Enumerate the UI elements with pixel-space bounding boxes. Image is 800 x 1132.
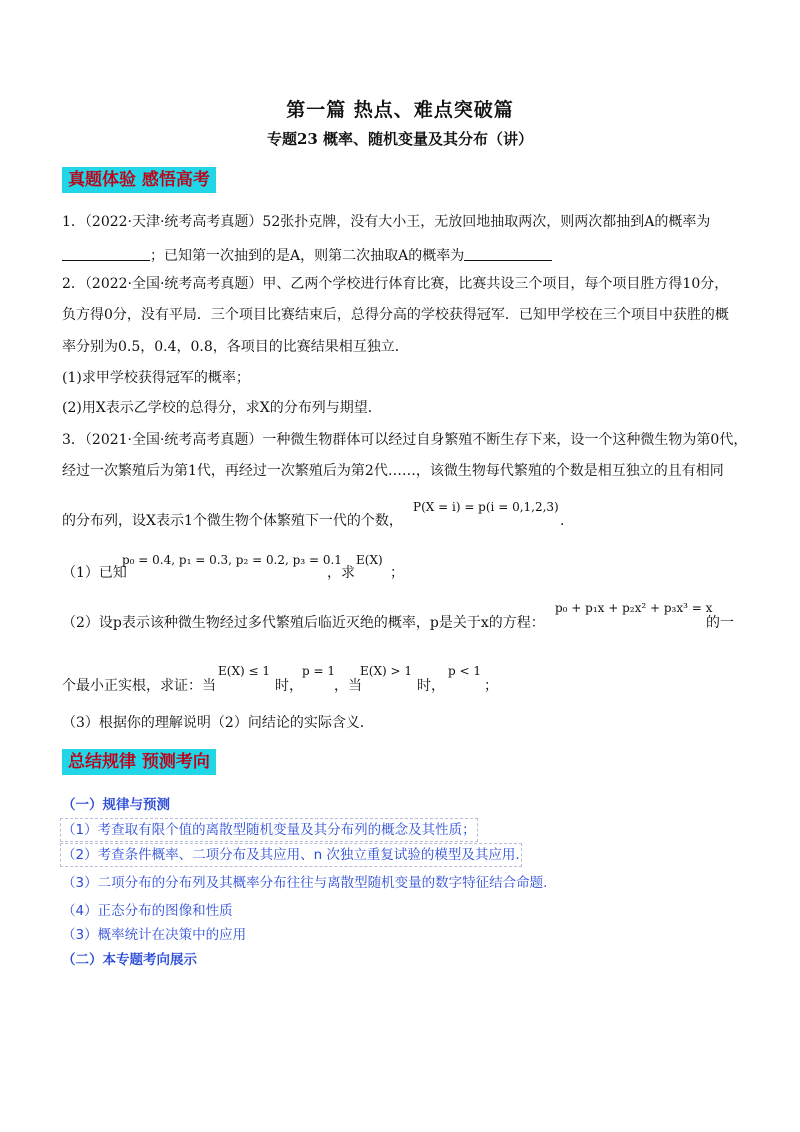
- answer-blank: [62, 247, 150, 261]
- q3-line3-text: 的分布列，设X表示1个微生物个体繁殖下一代的个数，: [62, 513, 403, 529]
- summary-item: （2）考查条件概率、二项分布及其应用、n 次独立重复试验的模型及其应用.: [62, 847, 520, 863]
- q3-part3: （3）根据你的理解说明（2）问结论的实际含义．: [62, 715, 374, 731]
- q3-part2b-t1: 时，: [275, 678, 303, 694]
- q3-line2: 经过一次繁殖后为第1代，再经过一次繁殖后为第2代……，该微生物每代繁殖的个数是相互独立的且有相同: [62, 463, 724, 479]
- answer-blank: [464, 247, 552, 261]
- formula-equation: p₀ + p₁x + p₂x² + p₃x³ = x: [555, 601, 713, 615]
- q3-part2-text: （2）设p表示该种微生物经过多代繁殖后临近灭绝的概率，p是关于x的方程：: [62, 615, 545, 631]
- q2-line1: 2．（2022·全国·统考高考真题）甲、乙两个学校进行体育比赛，比赛共设三个项目，每个项目胜方得10分，: [62, 276, 729, 292]
- q1-line1: 1．（2022·天津·统考高考真题）52张扑克牌，没有大小王，无放回地抽取两次，则两次都抽到A的概率为: [62, 214, 711, 230]
- formula-p-x-equals-i: P(X = i) = p(i = 0,1,2,3): [413, 500, 559, 514]
- page-title: 第一篇 热点、难点突破篇: [286, 99, 514, 121]
- summary-item: （1）考查取有限个值的离散型随机变量及其分布列的概念及其性质；: [62, 822, 476, 838]
- formula-p-lt-1: p < 1: [448, 664, 481, 678]
- formula-ex-gt-1: E(X) > 1: [360, 664, 412, 678]
- q3-part2b-t3: 时，: [417, 678, 445, 694]
- q2-line2: 负方得0分，没有平局．三个项目比赛结束后，总得分高的学校获得冠军．已知甲学校在三个项目中获胜的概: [62, 307, 729, 323]
- summary-item: （4）正态分布的图像和性质: [62, 903, 233, 919]
- q2-part1: (1)求甲学校获得冠军的概率；: [62, 370, 250, 386]
- page-subtitle: 专题23 概率、随机变量及其分布（讲）: [266, 130, 534, 148]
- formula-expectation: E(X): [356, 553, 383, 567]
- q2-part2: (2)用X表示乙学校的总得分，求X的分布列与期望．: [62, 400, 382, 416]
- q2-line3: 率分别为0.5，0.4，0.8，各项目的比赛结果相互独立．: [62, 339, 409, 355]
- q1-line2-text: ；已知第一次抽到的是A，则第二次抽取A的概率为: [150, 248, 465, 264]
- section-banner-summary: 总结规律 预测考向: [62, 749, 216, 775]
- summary-heading-1: （一）规律与预测: [62, 797, 170, 813]
- summary-item: （3）二项分布的分布列及其概率分布往往与离散型随机变量的数字特征结合命题.: [62, 875, 548, 891]
- formula-p-values: p₀ = 0.4, p₁ = 0.3, p₂ = 0.2, p₃ = 0.1: [122, 553, 342, 567]
- q3-part2b-text: 个最小正实根，求证：当: [62, 678, 216, 694]
- formula-ex-le-1: E(X) ≤ 1: [218, 664, 270, 678]
- formula-p-eq-1: p = 1: [302, 664, 335, 678]
- q3-part1-end: ；: [390, 565, 404, 581]
- q3-part1-pre: （1）已知: [62, 565, 127, 581]
- q3-part2b-end: ；: [484, 678, 498, 694]
- q3-part2-end: 的一: [706, 615, 734, 631]
- q3-part2b-t2: ，当: [334, 678, 362, 694]
- summary-item: （3）概率统计在决策中的应用: [62, 927, 247, 943]
- q3-line3-period: .: [560, 513, 565, 529]
- section-banner-real-exam: 真题体验 感悟高考: [62, 167, 216, 193]
- summary-heading-2: （二）本专题考向展示: [62, 952, 197, 968]
- q1-line2: [62, 246, 552, 266]
- q3-line1: 3．（2021·全国·统考高考真题）一种微生物群体可以经过自身繁殖不断生存下来，设一个这种微生物为第0代，: [62, 432, 748, 448]
- q3-part1-mid: ，求: [327, 565, 355, 581]
